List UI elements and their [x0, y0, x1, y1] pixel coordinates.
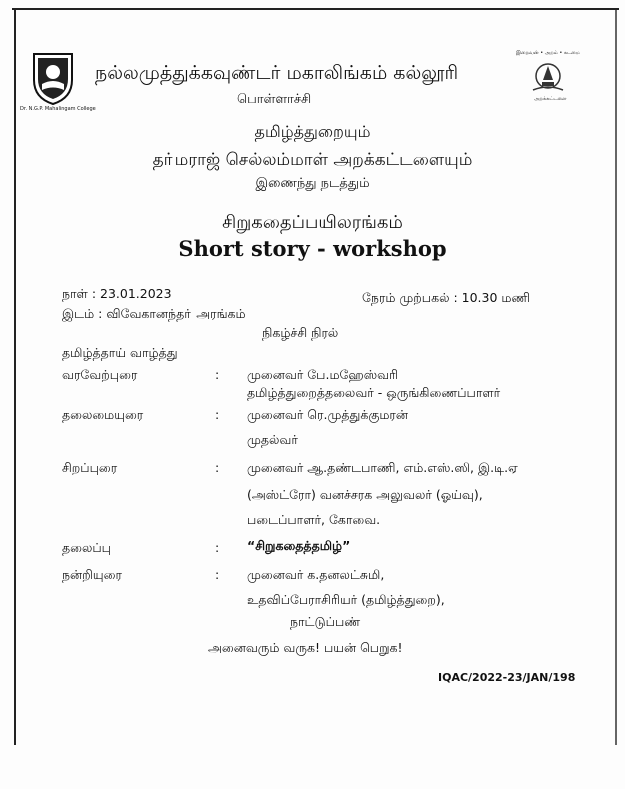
college-crest-logo [30, 50, 76, 106]
time-row: நேரம் முற்பகல் : 10.30 மணி [362, 290, 531, 305]
college-name: நல்லமுத்துக்கவுண்டர் மகாலிங்கம் கல்லூரி [95, 62, 459, 84]
program-item-label: தலைமையுரை [62, 407, 144, 422]
date-value: 23.01.2023 [100, 286, 172, 301]
department-name: தமிழ்த்துறையும் [254, 122, 371, 141]
colon-separator: : [215, 460, 220, 475]
venue-value: விவேகானந்தா் அரங்கம் [106, 306, 246, 321]
colon-separator: : [215, 407, 220, 422]
jointly-organized-text: இணைந்து நடத்தும் [255, 176, 370, 191]
program-item-line: படைப்பாளர், கோவை. [247, 512, 381, 527]
program-item-line: உதவிப்பேராசிரியர் (தமிழ்த்துறை), [247, 592, 445, 607]
program-item-line: முனைவர் பே.மஹேஸ்வரி [247, 367, 399, 382]
program-item-line: முனைவர் ஆ.தண்டபாணி, எம்.எஸ்.ஸி, இ.டி.ஏ [247, 460, 518, 475]
invocation-item: தமிழ்த்தாய் வாழ்த்து [62, 345, 178, 360]
trust-name: தா்மராஜ் செல்லம்மாள் அறக்கட்டளையும் [152, 150, 473, 170]
program-item-line: முனைவர் க.தனலட்சுமி, [247, 567, 385, 582]
college-town: பொள்ளாச்சி [237, 92, 312, 107]
frame-top-line [12, 8, 619, 10]
frame-left-line [14, 10, 16, 745]
program-item-line: முனைவர் ரெ.முத்துக்குமரன் [247, 407, 408, 422]
event-title-english: Short story - workshop [178, 236, 447, 261]
program-item-label: சிறப்புரை [62, 460, 118, 475]
colon-separator: : [215, 567, 220, 582]
time-value: 10.30 மணி [461, 290, 531, 305]
closing-invitation: அனைவரும் வருக! பயன் பெறுக! [208, 640, 403, 655]
trust-emblem-bottom-text: அறக்கட்டளை [534, 96, 567, 102]
frame-right-line [615, 10, 617, 745]
program-item-label: நன்றியுரை [62, 567, 122, 582]
venue-label: இடம் [62, 306, 95, 321]
colon-separator: : [215, 540, 220, 555]
date-row: நாள் : 23.01.2023 [62, 286, 172, 301]
program-item-line: முதல்வர் [247, 432, 298, 447]
program-item-label: வரவேற்புரை [62, 367, 138, 382]
trust-emblem-top-text: இறைவன் • அறம் • கடமை [516, 50, 580, 56]
event-title-tamil: சிறுகதைப்பயிலரங்கம் [222, 212, 403, 233]
college-crest-caption: Dr. N.G.P. Mahalingam College [20, 106, 96, 112]
colon-separator: : [215, 367, 220, 382]
date-label: நாள் [62, 286, 88, 301]
national-anthem-item: நாட்டுப்பண் [290, 614, 361, 629]
program-item-label: தலைப்பு [62, 540, 111, 555]
program-item-line: “சிறுகதைத்தமிழ்” [247, 538, 351, 553]
program-item-line: தமிழ்த்துறைத்தலைவர் - ஒருங்கிணைப்பாளர் [247, 385, 501, 400]
venue-row: இடம் : விவேகானந்தா் அரங்கம் [62, 306, 246, 321]
program-item-line: (அஸ்ட்ரோ) வனச்சரக அலுவலர் (ஓய்வு), [247, 487, 483, 502]
reference-number: IQAC/2022-23/JAN/198 [438, 671, 576, 684]
time-label: நேரம் முற்பகல் [362, 290, 450, 305]
program-heading: நிகழ்ச்சி நிரல் [262, 325, 339, 340]
